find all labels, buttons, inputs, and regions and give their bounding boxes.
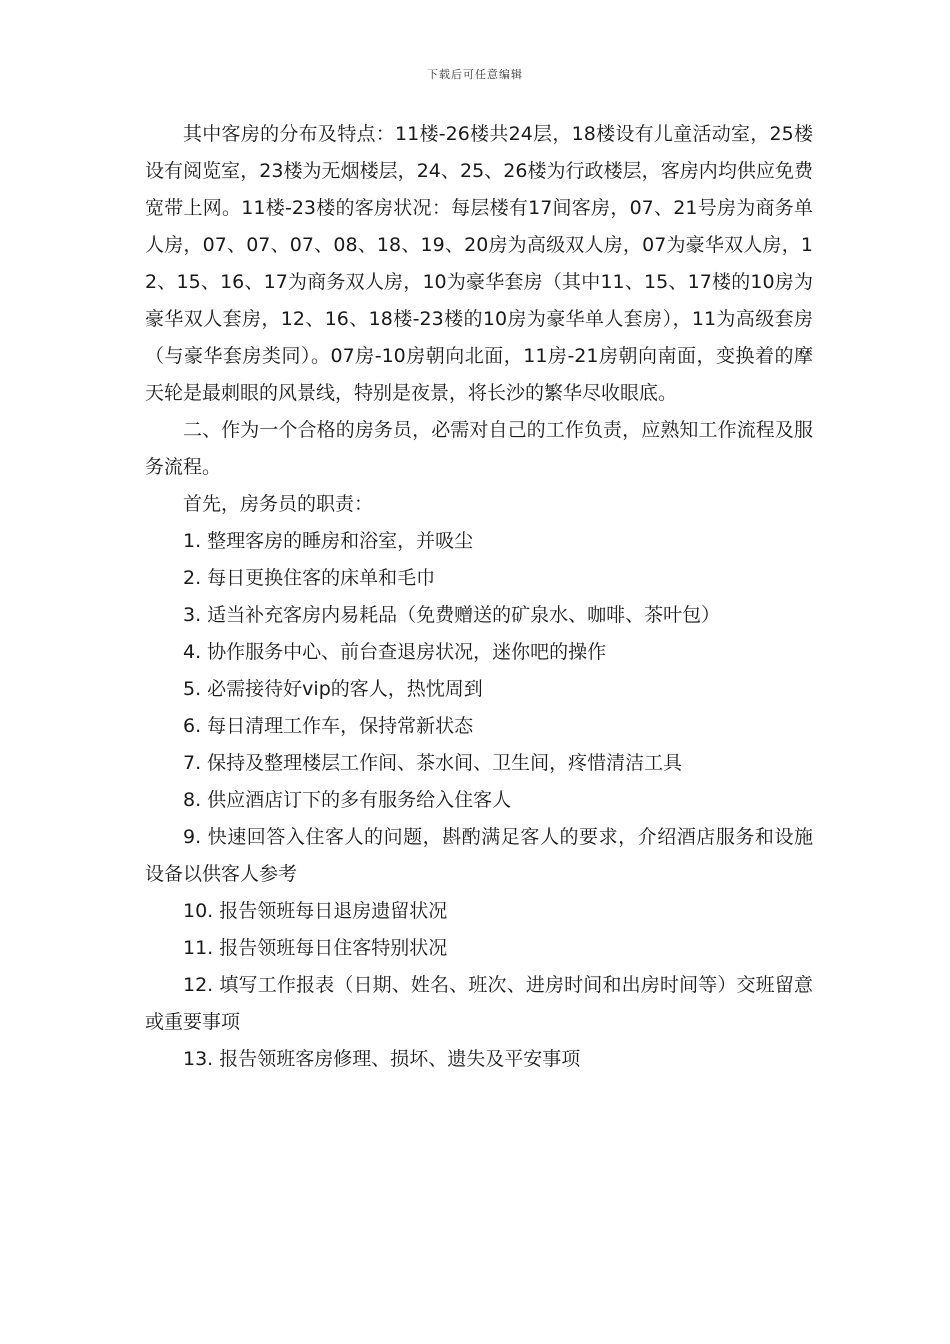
- list-item: 10. 报告领班每日退房遗留状况: [183, 900, 448, 922]
- list-item: 9. 快速回答入住客人的问题，斟酌满足客人的要求，介绍酒店服务和设施设备以供客人参考: [145, 826, 813, 885]
- list-item: 6. 每日清理工作车，保持常新状态: [183, 715, 474, 737]
- paragraph-duties-heading: 首先，房务员的职责：: [183, 493, 374, 515]
- page-header: 下载后可任意编辑: [427, 68, 523, 81]
- list-item: 1. 整理客房的睡房和浴室，并吸尘: [183, 530, 474, 552]
- list-item: 11. 报告领班每日住客特别状况: [183, 937, 448, 959]
- list-item: 3. 适当补充客房内易耗品（免费赠送的矿泉水、咖啡、茶叶包）: [183, 604, 721, 626]
- list-item: 2. 每日更换住客的床单和毛巾: [183, 567, 436, 589]
- paragraph-room-distribution: 其中客房的分布及特点：11楼-26楼共24层，18楼设有儿童活动室，25楼设有阅览室，23楼为无烟楼层，24、25、26楼为行政楼层，客房内均供应免费宽带上网。11楼-23楼的客房状况：每层楼有17间客房，07、21号房为商务单人房，07、07、07、08、18、19、20房为高级双人房，07为豪华双人房，12、15、16、17为商务双人房，10为豪华套房（其中11、15、17楼的10房为豪华双人套房，12、16、18楼-23楼的10房为豪华单人套房），11为高级套房（与豪华套房类同）。07房-10房朝向北面，11房-21房朝向南面，变换着的摩天轮是最刺眼的风景线，特别是夜景，将长沙的繁华尽收眼底。: [145, 123, 813, 404]
- paragraph-responsibility-intro: 二、作为一个合格的房务员，必需对自己的工作负责，应熟知工作流程及服务流程。: [145, 419, 813, 478]
- list-item: 12. 填写工作报表（日期、姓名、班次、进房时间和出房时间等）交班留意或重要事项: [145, 974, 813, 1033]
- list-item: 7. 保持及整理楼层工作间、茶水间、卫生间，疼惜清洁工具: [183, 752, 683, 774]
- list-item: 13. 报告领班客房修理、损坏、遗失及平安事项: [183, 1048, 581, 1070]
- list-item: 5. 必需接待好vip的客人，热忱周到: [183, 678, 483, 700]
- list-item: 8. 供应酒店订下的多有服务给入住客人: [183, 789, 512, 811]
- list-item: 4. 协作服务中心、前台查退房状况，迷你吧的操作: [183, 641, 607, 663]
- document-body: [145, 116, 813, 1078]
